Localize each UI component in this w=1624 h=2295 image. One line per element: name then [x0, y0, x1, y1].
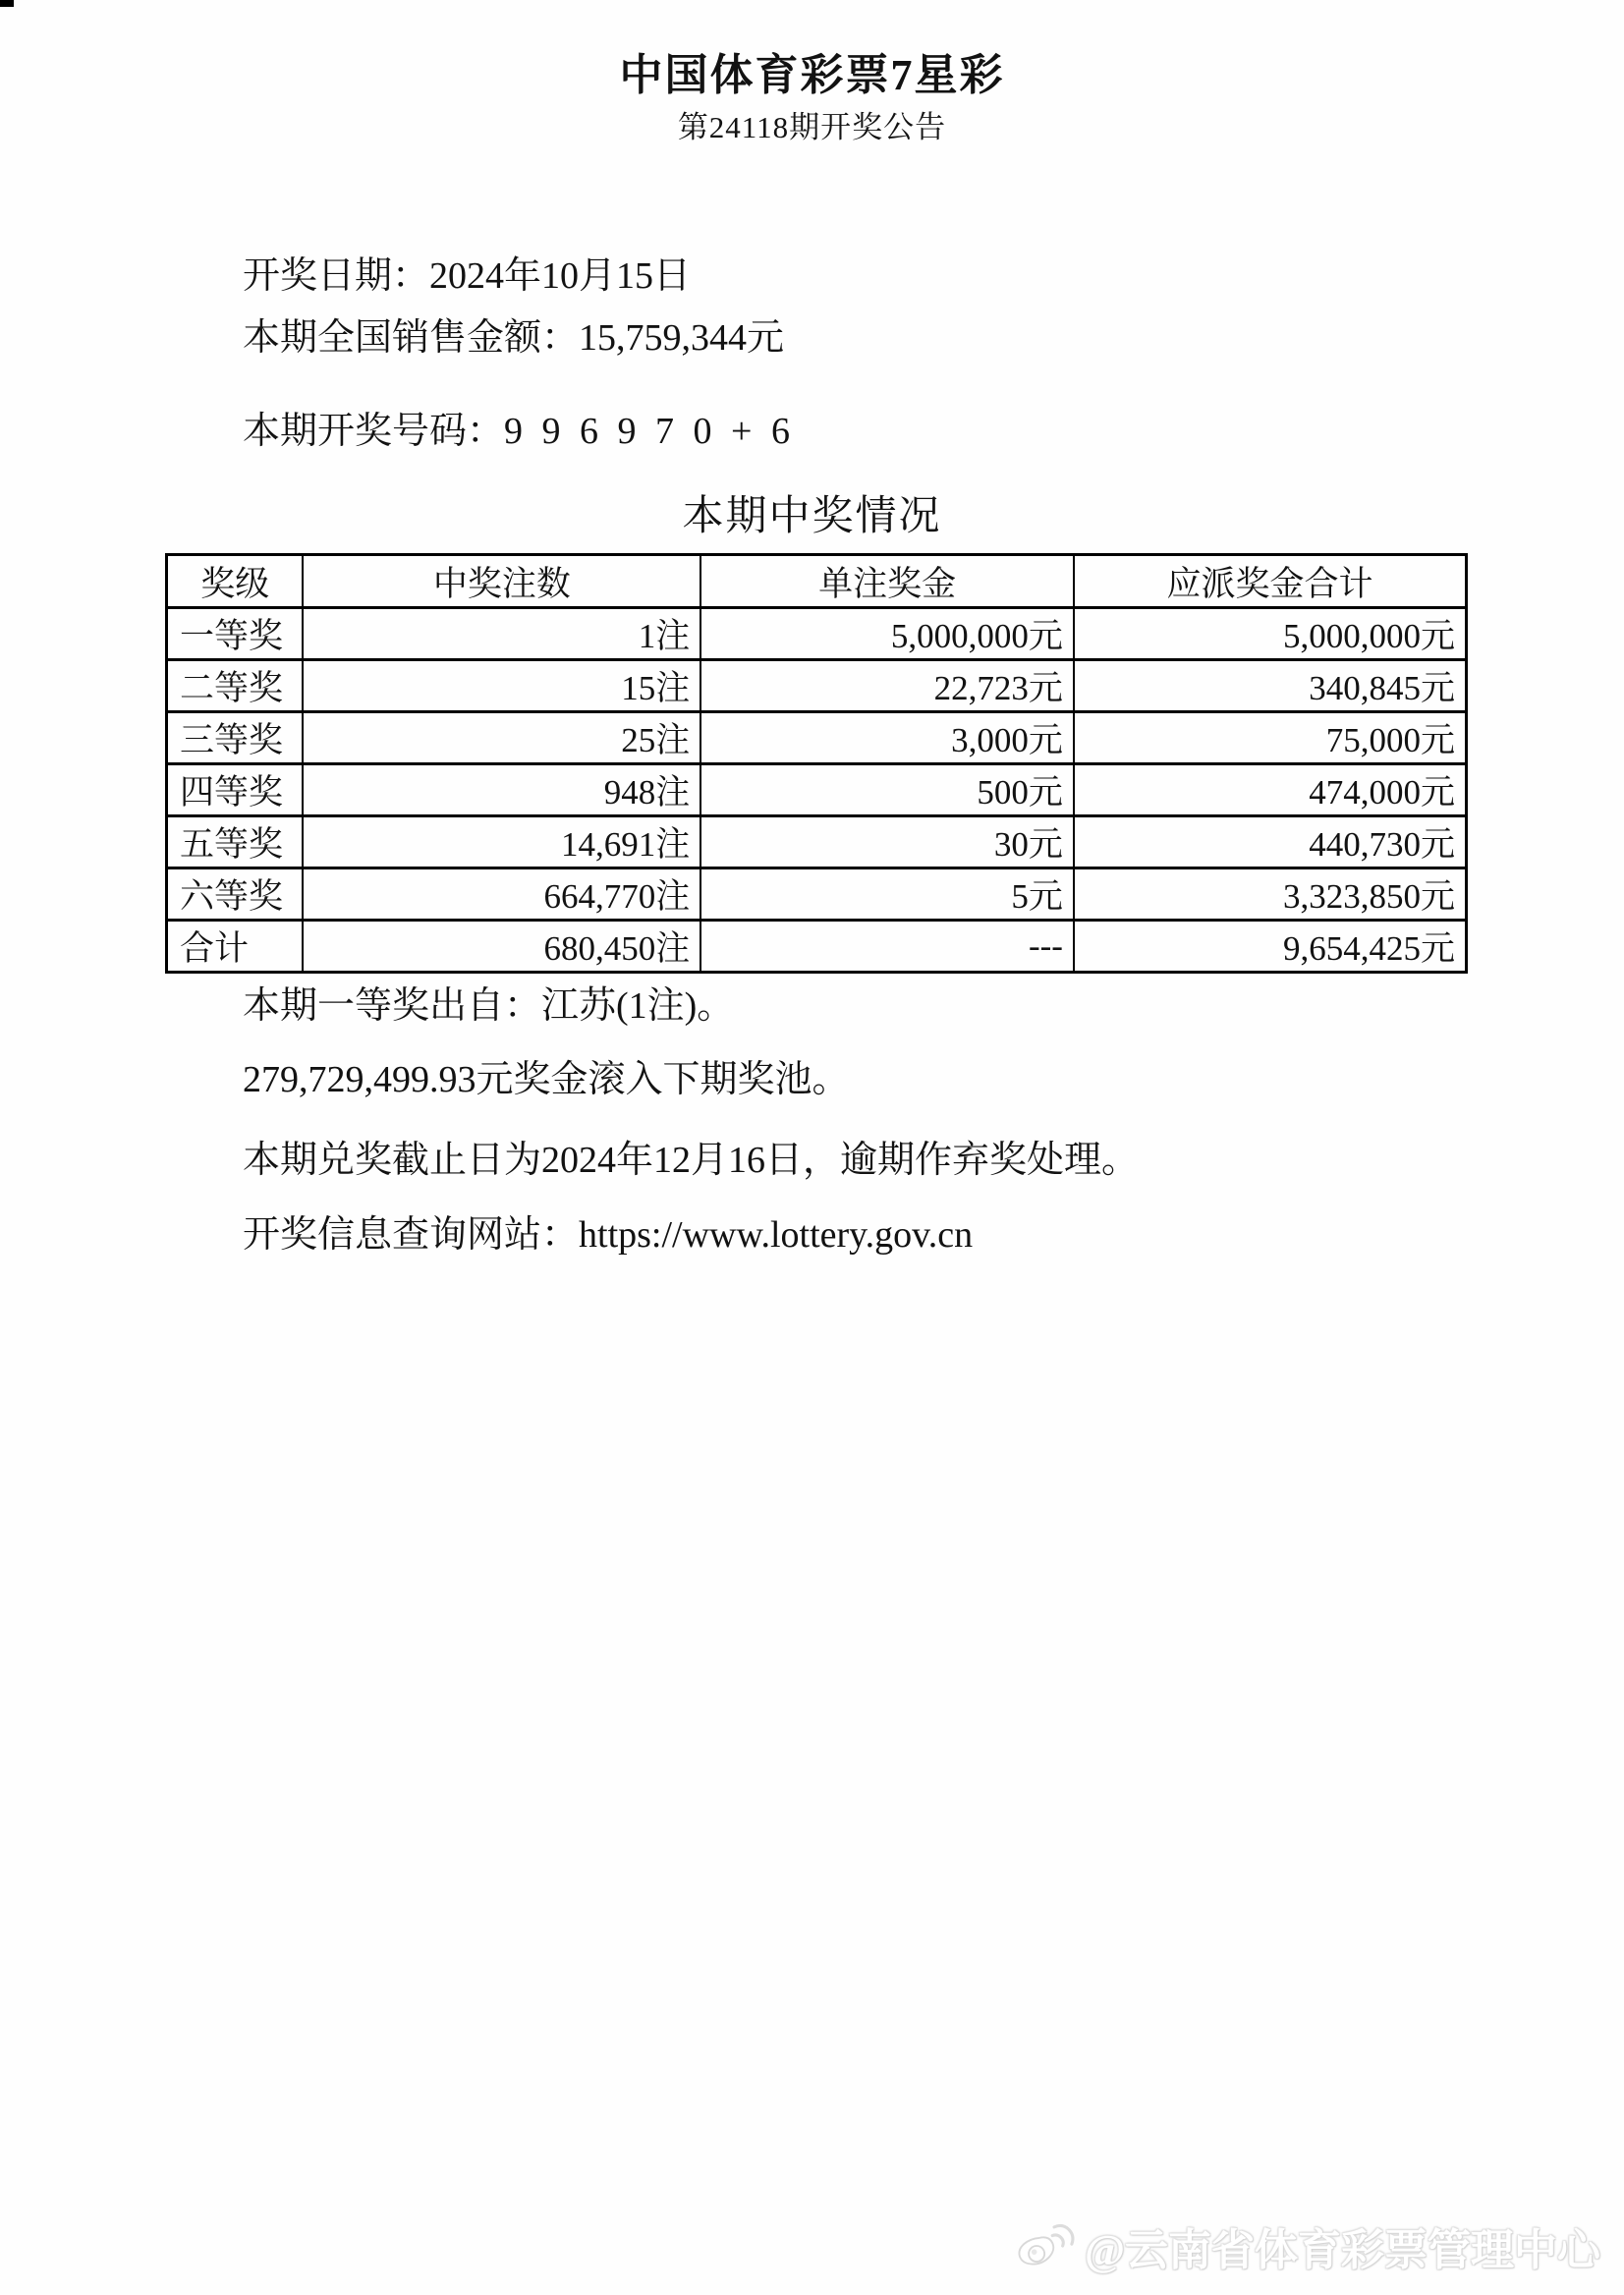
- prize-table-header-cell: 单注奖金: [700, 555, 1074, 608]
- claim-deadline-note: 本期兑奖截止日为2024年12月16日，逾期作弃奖处理。: [243, 1140, 1140, 1181]
- draw-numbers-label: 本期开奖号码：: [243, 411, 505, 452]
- prize-table-cell: 3,323,850元: [1074, 868, 1467, 921]
- prize-table-cell: 15注: [303, 660, 700, 712]
- draw-numbers-value: 9 9 6 9 7 0 + 6: [504, 411, 795, 452]
- first-prize-origin-note: 本期一等奖出自：江苏(1注)。: [243, 985, 735, 1027]
- prize-table-header-cell: 奖级: [167, 555, 304, 608]
- prize-table-cell: 440,730元: [1074, 816, 1467, 868]
- prize-table-cell: 664,770注: [303, 868, 700, 921]
- prize-table-header-cell: 应派奖金合计: [1074, 555, 1467, 608]
- draw-date-line: 开奖日期：2024年10月15日: [243, 255, 692, 297]
- prize-table-header-cell: 中奖注数: [303, 555, 700, 608]
- weibo-icon: [1016, 2217, 1077, 2274]
- website-line: [243, 1203, 973, 1258]
- prize-table-cell: 22,723元: [700, 660, 1074, 712]
- prize-table-cell: 五等奖: [167, 816, 304, 868]
- prize-table-cell: 合计: [167, 921, 304, 973]
- watermark-handle: @云南省体育彩票管理中心: [1085, 2226, 1600, 2274]
- prize-table-row: [167, 712, 1467, 764]
- rollover-jackpot-note: 279,729,499.93元奖金滚入下期奖池。: [243, 1059, 850, 1100]
- prize-table-cell: 30元: [700, 816, 1074, 868]
- weibo-watermark: [1016, 2214, 1600, 2277]
- prize-table-cell: 5,000,000元: [700, 608, 1074, 660]
- page-subtitle: 第24118期开奖公告: [677, 110, 947, 144]
- prize-table-cell: 二等奖: [167, 660, 304, 712]
- prize-table-cell: 474,000元: [1074, 764, 1467, 816]
- prize-table-cell: 948注: [303, 764, 700, 816]
- sales-amount-line: 本期全国销售金额：15,759,344元: [243, 317, 785, 359]
- prize-table-row: [167, 608, 1467, 660]
- website-label: 开奖信息查询网站：: [243, 1214, 580, 1256]
- prize-table-cell: 5元: [700, 868, 1074, 921]
- prize-table-cell: 9,654,425元: [1074, 921, 1467, 973]
- draw-numbers-line: [243, 400, 795, 454]
- prize-table-cell: 3,000元: [700, 712, 1074, 764]
- prize-table-body: [167, 608, 1467, 973]
- prize-table-cell: 14,691注: [303, 816, 700, 868]
- prize-table-row: [167, 816, 1467, 868]
- website-url[interactable]: https://www.lottery.gov.cn: [579, 1214, 974, 1256]
- prize-table-cell: ---: [700, 921, 1074, 973]
- prize-table-cell: 500元: [700, 764, 1074, 816]
- scan-artifact: [0, 0, 14, 7]
- prize-table-cell: 1注: [303, 608, 700, 660]
- prize-table-cell: 680,450注: [303, 921, 700, 973]
- prize-table-title: 本期中奖情况: [682, 494, 942, 539]
- prize-table-header-row: [167, 555, 1467, 608]
- prize-table-cell: 5,000,000元: [1074, 608, 1467, 660]
- page-title: 中国体育彩票7星彩: [619, 51, 1005, 99]
- prize-table: [165, 553, 1468, 974]
- prize-table-cell: 340,845元: [1074, 660, 1467, 712]
- prize-table-cell: 六等奖: [167, 868, 304, 921]
- prize-table-row: [167, 921, 1467, 973]
- prize-table-cell: 75,000元: [1074, 712, 1467, 764]
- prize-table-row: [167, 660, 1467, 712]
- prize-table-cell: 三等奖: [167, 712, 304, 764]
- prize-table-row: [167, 764, 1467, 816]
- prize-table-row: [167, 868, 1467, 921]
- prize-table-cell: 25注: [303, 712, 700, 764]
- prize-table-cell: 四等奖: [167, 764, 304, 816]
- prize-table-cell: 一等奖: [167, 608, 304, 660]
